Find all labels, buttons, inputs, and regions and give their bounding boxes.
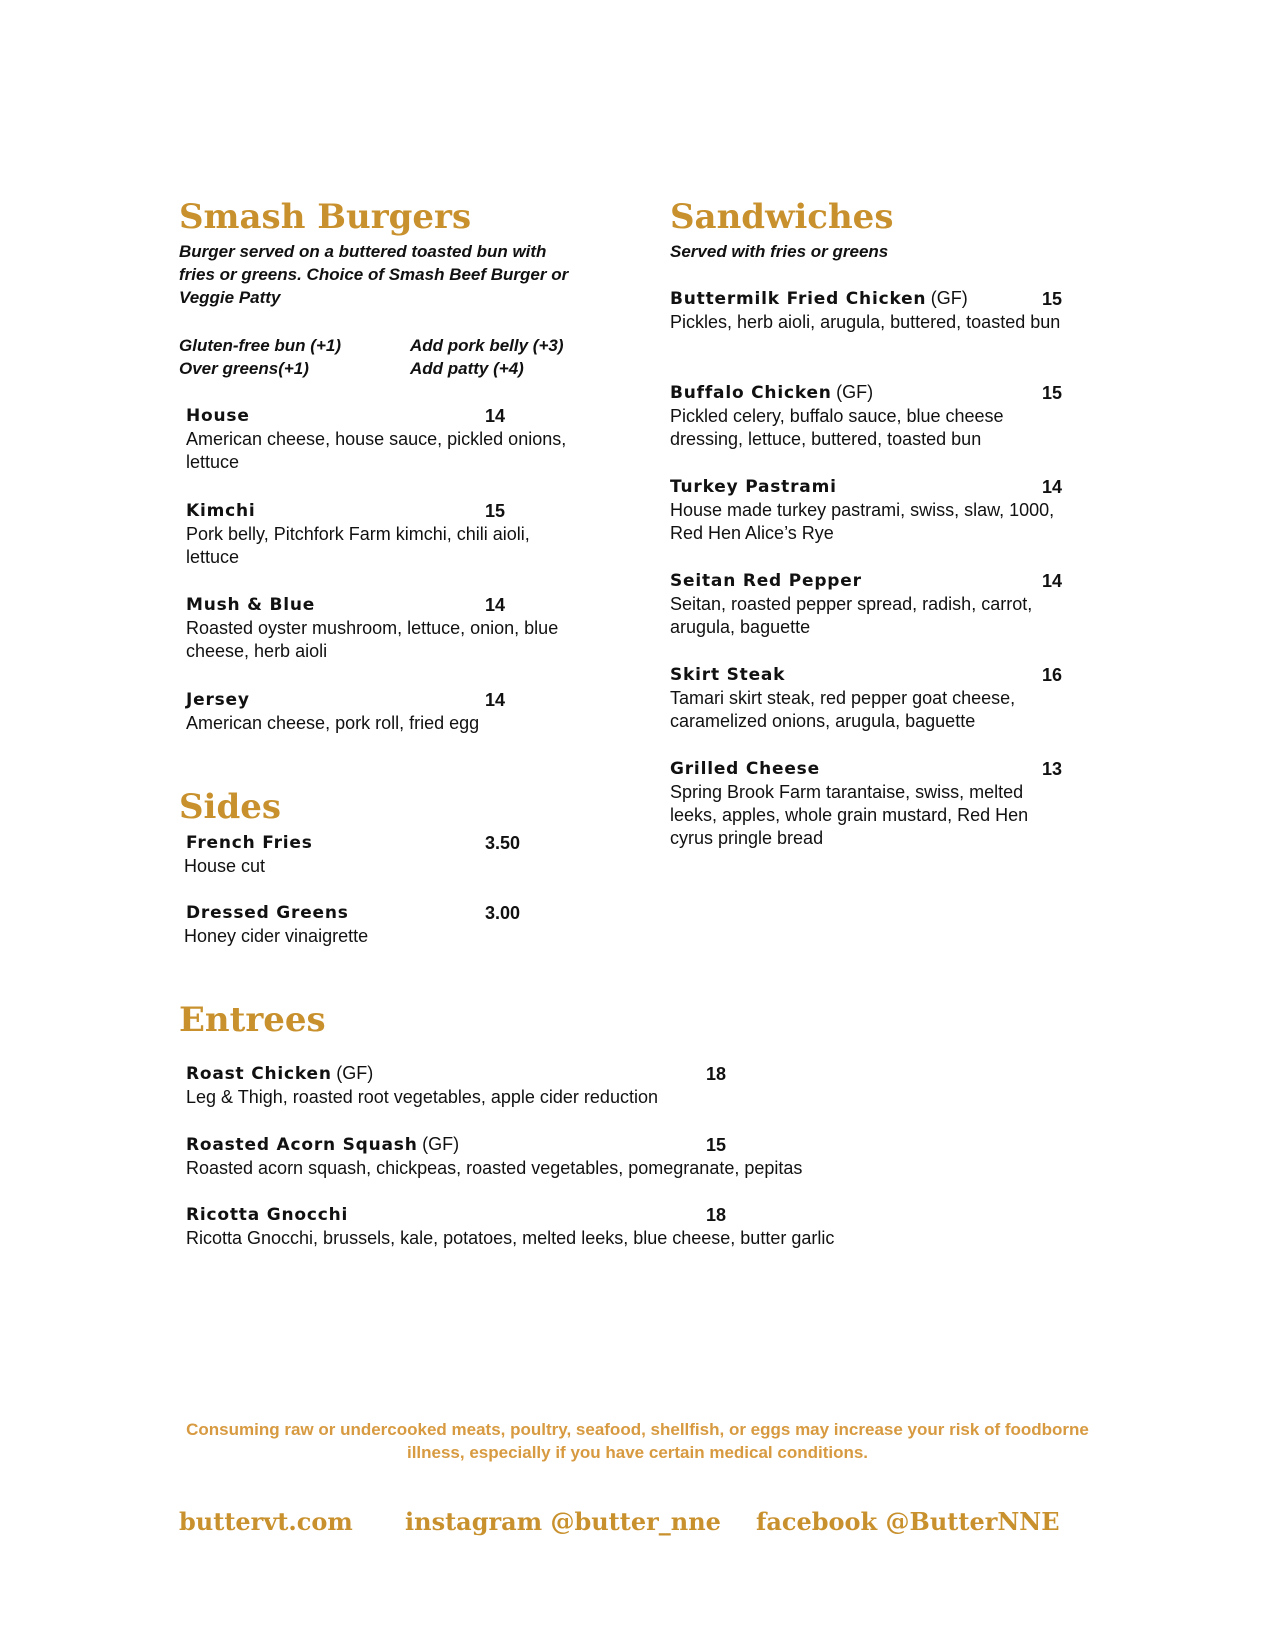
item-price: 15 <box>485 501 506 521</box>
item-name: Jersey <box>186 690 250 710</box>
menu-item-skirt-steak <box>670 664 1070 733</box>
item-name: French Fries <box>186 833 313 853</box>
gluten-free-tag: (GF) <box>422 1134 460 1154</box>
menu-item-roast-chicken <box>186 1063 946 1109</box>
item-price: 14 <box>1042 571 1063 591</box>
item-name: Kimchi <box>186 501 256 521</box>
item-price: 16 <box>1042 665 1063 685</box>
item-name: House <box>186 406 250 426</box>
item-price: 15 <box>1042 383 1063 403</box>
addon-pork-belly: Add pork belly (+3) <box>410 336 564 355</box>
item-description: Roasted oyster mushroom, lettuce, onion, blue cheese, herb aioli <box>186 618 559 661</box>
item-description: Honey cider vinaigrette <box>184 926 369 946</box>
item-description: Leg & Thigh, roasted root vegetables, apple cider reduction <box>186 1087 658 1107</box>
sandwiches-intro: Served with fries or greens <box>670 242 889 261</box>
facebook-link[interactable]: facebook @ButterNNE <box>756 1507 1060 1536</box>
sides-heading: Sides <box>179 787 282 827</box>
item-name: Turkey Pastrami <box>670 477 837 497</box>
addon-over-greens: Over greens(+1) <box>179 359 309 378</box>
item-name: Seitan Red Pepper <box>670 571 862 591</box>
menu-item-house <box>186 405 606 474</box>
item-price: 3.50 <box>485 833 521 853</box>
item-name: Grilled Cheese <box>670 759 820 779</box>
item-price: 14 <box>485 406 506 426</box>
menu-item-buffalo-chicken <box>670 382 1070 451</box>
item-name: Dressed Greens <box>186 903 349 923</box>
item-name: Roast Chicken <box>186 1064 332 1084</box>
item-description: Pickled celery, buffalo sauce, blue cheese dressing, lettuce, buttered, toasted bun <box>670 406 1004 449</box>
smash-burgers-intro: Burger served on a buttered toasted bun with fries or greens. Choice of Smash Beef Burger or Veggie Patty <box>179 242 569 307</box>
item-description: Spring Brook Farm tarantaise, swiss, melted leeks, apples, whole grain mustard, Red Hen cyrus pringle bread <box>670 782 1029 848</box>
smash-burgers-heading: Smash Burgers <box>179 197 472 237</box>
gluten-free-tag: (GF) <box>836 382 874 402</box>
gluten-free-tag: (GF) <box>930 288 968 308</box>
item-description: American cheese, pork roll, fried egg <box>186 713 480 733</box>
item-price: 13 <box>1042 759 1063 779</box>
menu-item-kimchi <box>186 500 606 569</box>
menu-item-jersey <box>186 689 606 735</box>
item-price: 15 <box>706 1135 727 1155</box>
item-price: 18 <box>706 1205 727 1225</box>
menu-item-dressed-greens <box>186 902 606 948</box>
food-safety-disclaimer: Consuming raw or undercooked meats, poultry, seafood, shellfish, or eggs may increase your risk of foodborne illness, especially if you have certain medical conditions. <box>186 1420 1089 1462</box>
menu-item-ricotta-gnocchi <box>186 1204 946 1250</box>
item-price: 14 <box>485 690 506 710</box>
addon-gluten-free-bun: Gluten-free bun (+1) <box>179 336 341 355</box>
addon-patty: Add patty (+4) <box>410 359 524 378</box>
item-description: Pork belly, Pitchfork Farm kimchi, chili aioli, lettuce <box>186 524 530 567</box>
sandwiches-heading: Sandwiches <box>670 197 894 237</box>
item-description: Roasted acorn squash, chickpeas, roasted vegetables, pomegranate, pepitas <box>186 1158 803 1178</box>
menu-item-seitan-red-pepper <box>670 570 1070 639</box>
menu-item-turkey-pastrami <box>670 476 1070 545</box>
item-description: Pickles, herb aioli, arugula, buttered, toasted bun <box>670 312 1061 332</box>
item-price: 18 <box>706 1064 727 1084</box>
item-description: House cut <box>184 856 266 876</box>
menu-item-mush-and-blue <box>186 594 606 663</box>
item-price: 3.00 <box>485 903 521 923</box>
item-description: Seitan, roasted pepper spread, radish, carrot, arugula, baguette <box>670 594 1033 637</box>
item-name: Buffalo Chicken <box>670 383 832 403</box>
item-price: 14 <box>1042 477 1063 497</box>
menu-item-french-fries <box>186 832 606 878</box>
item-description: American cheese, house sauce, pickled onions, lettuce <box>186 429 567 472</box>
menu-item-buttermilk-fried-chicken <box>670 288 1070 334</box>
item-name: Roasted Acorn Squash <box>186 1135 418 1155</box>
item-price: 15 <box>1042 289 1063 309</box>
item-description: Ricotta Gnocchi, brussels, kale, potatoes, melted leeks, blue cheese, butter garlic <box>186 1228 835 1248</box>
item-price: 14 <box>485 595 506 615</box>
menu-item-grilled-cheese <box>670 758 1070 850</box>
item-name: Buttermilk Fried Chicken <box>670 289 927 309</box>
item-name: Skirt Steak <box>670 665 786 685</box>
website-link[interactable]: buttervt.com <box>179 1507 353 1536</box>
entrees-heading: Entrees <box>179 1000 326 1040</box>
item-description: House made turkey pastrami, swiss, slaw, 1000, Red Hen Alice’s Rye <box>670 500 1055 543</box>
gluten-free-tag: (GF) <box>336 1063 374 1083</box>
item-description: Tamari skirt steak, red pepper goat cheese, caramelized onions, arugula, baguette <box>670 688 1016 731</box>
menu-item-roasted-acorn-squash <box>186 1134 946 1180</box>
item-name: Mush & Blue <box>186 595 316 615</box>
item-name: Ricotta Gnocchi <box>186 1205 349 1225</box>
instagram-link[interactable]: instagram @butter_nne <box>405 1507 721 1536</box>
